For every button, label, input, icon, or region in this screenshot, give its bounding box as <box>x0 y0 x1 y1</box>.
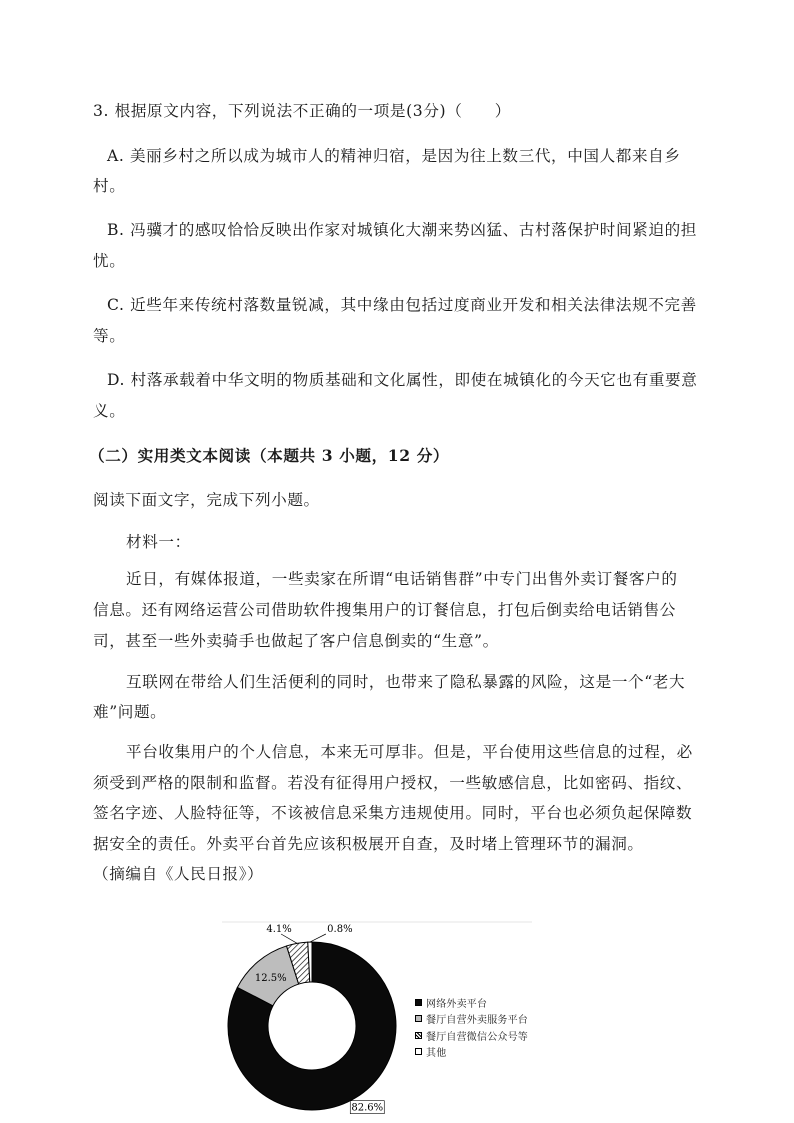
legend-item <box>415 1011 528 1028</box>
option-d-line-2: 义。 <box>93 402 126 420</box>
legend-swatch <box>415 1015 422 1022</box>
source-note: （摘编自《人民日报》） <box>93 865 264 883</box>
option-a-line-1: A. 美丽乡村之所以成为城市人的精神归宿，是因为往上数三代，中国人都来自乡 <box>107 147 681 165</box>
label-restaurant-platform: 12.5% <box>254 973 287 985</box>
legend-item <box>415 1027 528 1044</box>
legend-item <box>415 994 528 1011</box>
option-c-line-1: C. 近些年来传统村落数量锐减，其中缘由包括过度商业开发和相关法律法规不完善 <box>107 296 697 314</box>
option-a-line-2: 村。 <box>93 177 126 195</box>
legend-label: 餐厅自营外卖服务平台 <box>426 1015 528 1027</box>
para3-line-2: 须受到严格的限制和监督。若没有征得用户授权，一些敏感信息，比如密码、指纹、 <box>93 774 693 792</box>
legend-label: 其他 <box>426 1048 447 1060</box>
legend-swatch <box>415 1032 422 1039</box>
legend-label: 餐厅自营微信公众号等 <box>426 1031 528 1043</box>
instruction: 阅读下面文字，完成下列小题。 <box>93 491 320 509</box>
option-b-line-2: 忧。 <box>93 252 126 270</box>
para1-line-3: 司，甚至一些外卖骑手也做起了客户信息倒卖的“生意”。 <box>93 632 499 650</box>
para3-line-3: 签名字迹、人脸特征等，不该被信息采集方违规使用。同时，平台也必须负起保障数 <box>93 804 693 822</box>
para1-line-2: 信息。还有网络运营公司借助软件搜集用户的订餐信息，打包后倒卖给电话销售公 <box>93 601 676 619</box>
option-c-line-2: 等。 <box>93 327 126 345</box>
label-online-platform: 82.6% <box>351 1102 384 1114</box>
question-3-stem: 3. 根据原文内容，下列说法不正确的一项是(3分)（ ） <box>93 102 511 120</box>
option-d-line-1: D. 村落承载着中华文明的物质基础和文化属性，即使在城镇化的今天它也有重要意 <box>107 371 698 389</box>
option-b-line-1: B. 冯骥才的感叹恰恰反映出作家对城镇化大潮来势凶猛、古村落保护时间紧迫的担 <box>107 221 697 239</box>
label-other: 0.8% <box>327 924 353 935</box>
legend-swatch <box>415 999 422 1006</box>
para1-line-1: 近日，有媒体报道，一些卖家在所谓“电话销售群”中专门出售外卖订餐客户的 <box>126 570 678 588</box>
para3-line-4: 据安全的责任。外卖平台首先应该积极展开自查，及时堵上管理环节的漏洞。 <box>93 835 644 853</box>
legend-swatch <box>415 1048 422 1055</box>
leader-line <box>310 934 326 942</box>
legend-item <box>415 1044 528 1061</box>
label-wechat-account: 4.1% <box>266 924 292 935</box>
para2-line-1: 互联网在带给人们生活便利的同时，也带来了隐私暴露的风险，这是一个“老大 <box>126 673 686 691</box>
chart-legend <box>415 994 528 1060</box>
legend-label: 网络外卖平台 <box>426 998 488 1010</box>
material-label: 材料一： <box>126 533 191 551</box>
para3-line-1: 平台收集用户的个人信息，本来无可厚非。但是，平台使用这些信息的过程，必 <box>126 743 693 761</box>
para2-line-2: 难”问题。 <box>93 703 167 721</box>
leader-line <box>281 934 297 943</box>
section-heading: （二）实用类文本阅读（本题共 3 小题，12 分） <box>89 446 450 465</box>
